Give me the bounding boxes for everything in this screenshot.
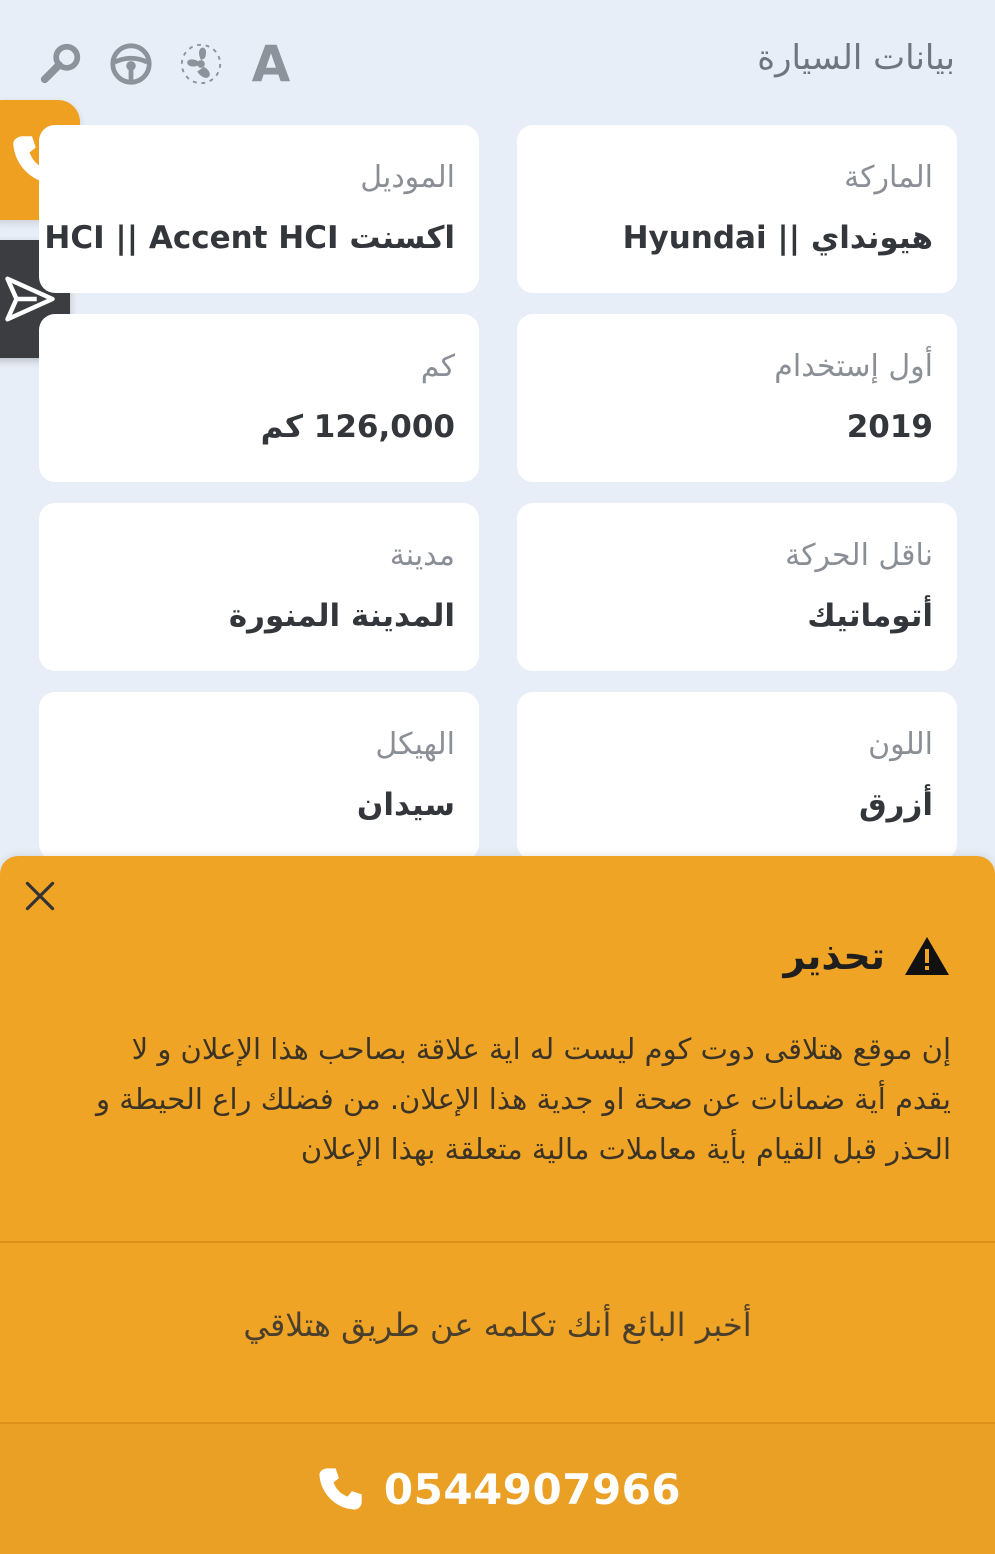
brand-label: الماركة xyxy=(844,160,933,195)
color-value: أزرق xyxy=(858,787,933,823)
fan-icon[interactable] xyxy=(176,36,226,92)
spec-card-city xyxy=(39,503,479,671)
warning-title: تحذير xyxy=(783,934,885,978)
spec-card-color xyxy=(517,692,957,860)
phone-number: 0544907966 xyxy=(383,1464,682,1514)
close-icon xyxy=(22,878,58,914)
font-size-icon[interactable] xyxy=(246,36,296,92)
header-icons xyxy=(36,36,296,92)
call-phone-button[interactable] xyxy=(0,1424,995,1554)
spec-card-transmission xyxy=(517,503,957,671)
divider xyxy=(0,1241,995,1243)
spec-card-model xyxy=(39,125,479,293)
transmission-value: أتوماتيك xyxy=(807,598,933,634)
steering-wheel-icon[interactable] xyxy=(106,36,156,92)
first-use-value: 2019 xyxy=(846,409,933,445)
city-value: المدينة المنورة xyxy=(228,598,455,634)
close-button[interactable] xyxy=(20,876,60,916)
model-label: الموديل xyxy=(360,160,455,195)
km-label: كم xyxy=(420,349,455,384)
spec-card-brand xyxy=(517,125,957,293)
body-label: الهيكل xyxy=(375,727,455,762)
tell-seller-text: أخبر البائع أنك تكلمه عن طريق هتلاقي xyxy=(243,1306,752,1344)
spec-card-km xyxy=(39,314,479,482)
warning-title-row xyxy=(783,934,951,978)
spec-card-body xyxy=(39,692,479,860)
city-label: مدينة xyxy=(389,538,455,573)
brand-value: هيونداي || Hyundai xyxy=(622,220,933,256)
warning-panel xyxy=(0,856,995,1554)
km-value: 126,000 كم xyxy=(260,409,455,445)
warning-triangle-icon xyxy=(903,934,951,978)
body-value: سيدان xyxy=(356,787,455,823)
section-title: بيانات السيارة xyxy=(757,38,955,78)
spec-card-first-use xyxy=(517,314,957,482)
first-use-label: أول إستخدام xyxy=(774,349,933,384)
font-size-letter: A xyxy=(251,35,291,93)
transmission-label: ناقل الحركة xyxy=(785,538,933,573)
warning-body: إن موقع هتلاقى دوت كوم ليست له اية علاقة بصاحب هذا الإعلان و لا يقدم أية ضمانات عن صحة او جدية هذا الإعلان. من فضلك راع الحيطة و الحذر قبل القيام بأية معاملات مالية متعلقة بهذا الإعلان xyxy=(96,1032,951,1166)
color-label: اللون xyxy=(868,727,933,762)
model-value: اكسنت HCI || Accent HCI xyxy=(44,220,455,256)
search-icon[interactable] xyxy=(36,36,86,92)
phone-icon xyxy=(314,1463,366,1515)
